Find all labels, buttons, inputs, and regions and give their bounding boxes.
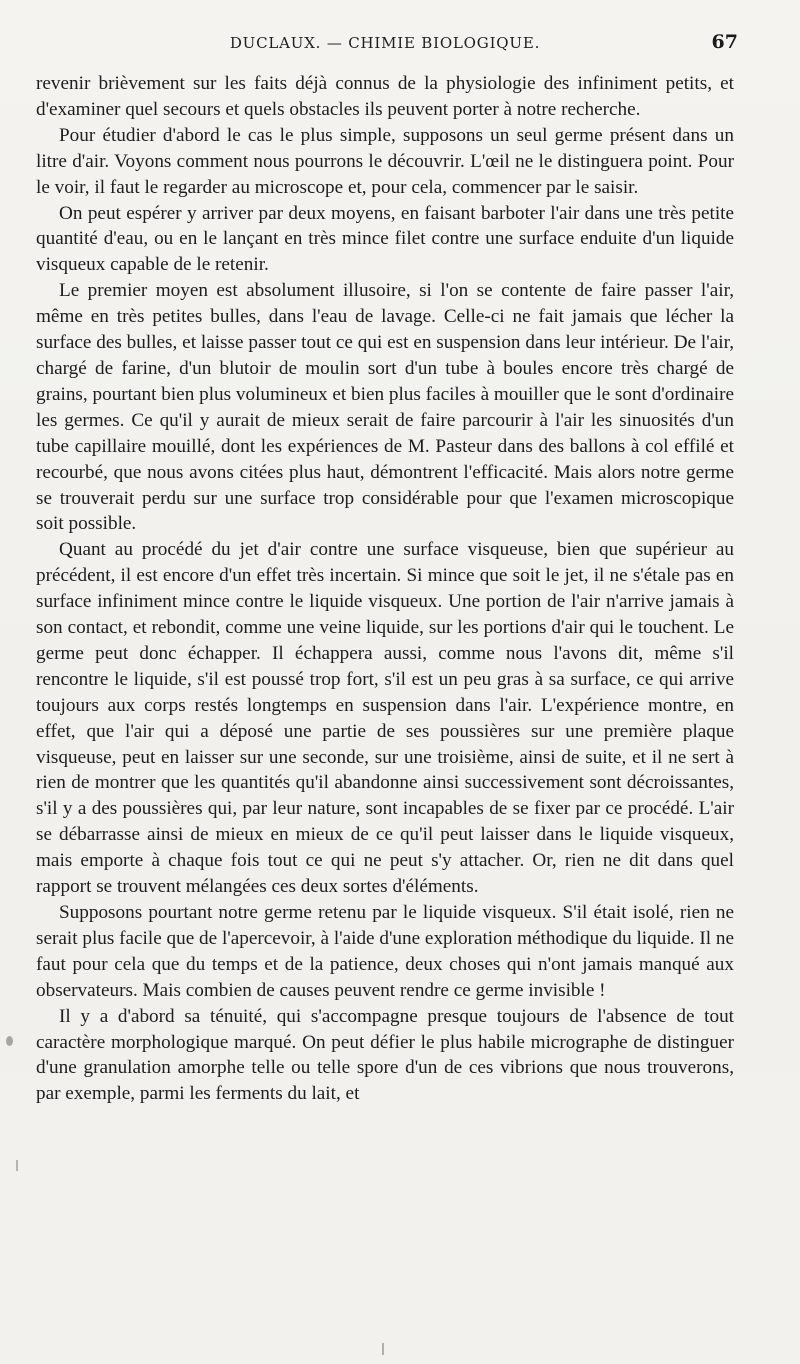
bottom-mark [382, 1343, 384, 1355]
paragraph: Pour étudier d'abord le cas le plus simple, supposons un seul germe présent dans un litre d'air. Voyons comment nous pourrons le découvrir. L'œil ne le distinguera point. Pour le voir, il faut le regarder au microscope et, pour cela, commencer par le saisir. [36, 124, 734, 198]
page-number: 67 [711, 31, 738, 53]
paragraph: Quant au procédé du jet d'air contre une surface visqueuse, bien que supérieur au précédent, il est encore d'un effet très incertain. Si mince que soit le jet, il ne s'étale pas en surface infiniment mince contre le liquide visqueux. Une portion de l'air n'arrive jamais à son contact, et rebondit, comme une veine liquide, sur les portions d'air qui le touchent. Le germe peut donc échapper. Il échappera aussi, comme nous l'avons dit, même s'il rencontre le liquide, s'il est poussé trop fort, s'il est un peu gras à sa surface, ce qui arrive toujours aux corps restés longtemps en suspension dans l'air. L'expérience montre, en effet, que l'air qui a déposé une partie de ses poussières sur une première plaque visqueuse, peut en laisser sur une seconde, sur une troisième, ainsi de suite, et il ne sert à rien de montrer que les quantités qu'il abandonne ainsi successivement sont décroissantes, s'il y a des poussières qui, par leur nature, sont incapables de se fixer par ce procédé. L'air se débarrasse ainsi de mieux en mieux de ce qu'il peut laisser dans le liquide visqueux, mais emporte à chaque fois tout ce qui ne peut s'y attacher. Or, rien ne dit dans quel rapport se trouvent mélangées ces deux sortes d'éléments. [36, 539, 734, 898]
margin-mark [16, 1160, 18, 1171]
paragraph: revenir brièvement sur les faits déjà connus de la physiologie des infiniment petits, et d'examiner quel secours et quels obstacles ils peuvent porter à notre recherche. [36, 73, 734, 120]
ink-speck [6, 1036, 13, 1046]
paragraph: On peut espérer y arriver par deux moyens, en faisant barboter l'air dans une très petite quantité d'eau, ou en le lançant en très mince filet contre une surface enduite d'un liquide visqueux capable de le retenir. [36, 202, 734, 276]
paragraph: Supposons pourtant notre germe retenu par le liquide visqueux. S'il était isolé, rien ne serait plus facile que de l'apercevoir, à l'aide d'une exploration méthodique du liquide. Il ne faut pour cela que du temps et de la patience, deux choses qui n'ont jamais manqué aux observateurs. Mais combien de causes peuvent rendre ce germe invisible ! [36, 902, 734, 1001]
body-text [36, 71, 734, 1107]
paragraph: Le premier moyen est absolument illusoire, si l'on se contente de faire passer l'air, même en très petites bulles, dans l'eau de lavage. Celle-ci ne fait jamais que lécher la surface des bulles, et laisse passer tout ce qui est en suspension dans leur intérieur. De l'air, chargé de farine, d'un blutoir de moulin sort d'un tube à boules encore très chargé de grains, pourtant bien plus volumineux et bien plus faciles à mouiller que le sont d'ordinaire les germes. Ce qu'il y aurait de mieux serait de faire parcourir à l'air les sinuosités d'un tube capillaire mouillé, dont les expériences de M. Pasteur dans des ballons à col effilé et recourbé, que nous avons citées plus haut, démontrent l'efficacité. Mais alors notre germe se trouverait perdu sur une surface trop considérable pour que l'examen microscopique soit possible. [36, 280, 734, 535]
paragraph: Il y a d'abord sa ténuité, qui s'accompagne presque toujours de l'absence de tout caractère morphologique marqué. On peut défier le plus habile micrographe de distinguer d'une granulation amorphe telle ou telle spore d'un de ces vibrions que nous trouverons, par exemple, parmi les ferments du lait, et [36, 1005, 734, 1105]
running-header [36, 31, 738, 58]
running-title: DUCLAUX. — CHIMIE BIOLOGIQUE. [229, 34, 541, 52]
